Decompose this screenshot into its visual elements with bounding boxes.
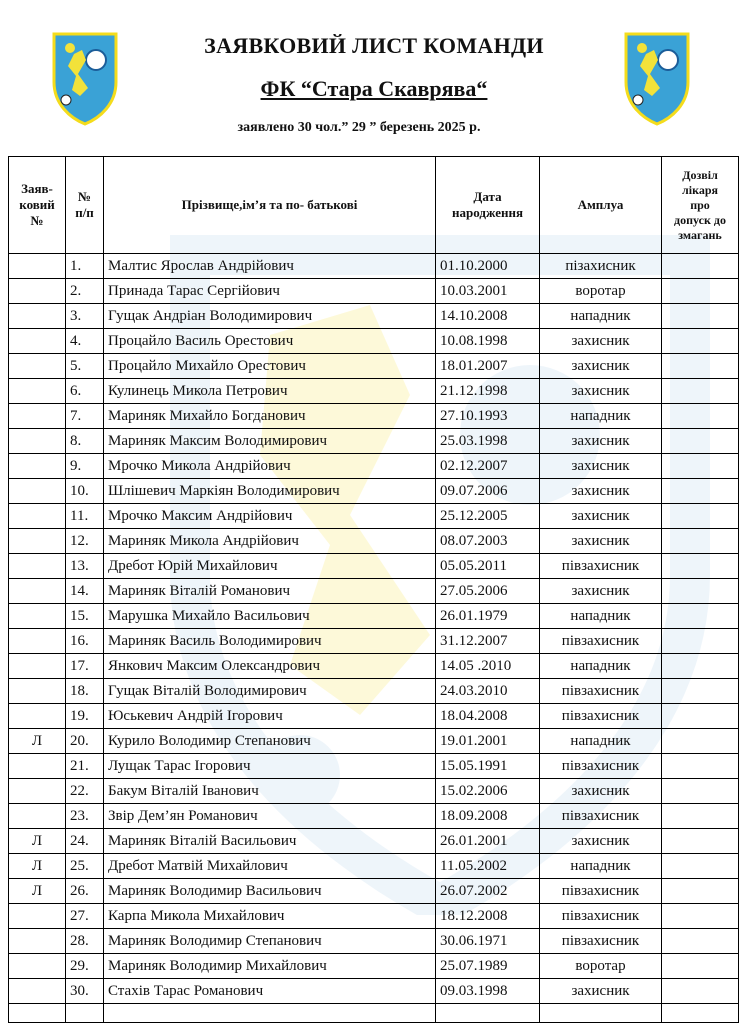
cell-application-number xyxy=(9,779,66,804)
table-row xyxy=(9,579,739,604)
cell-position: нападник xyxy=(540,304,662,329)
table-row xyxy=(9,354,739,379)
cell-doctor-permission xyxy=(662,979,739,1004)
cell-doctor-permission xyxy=(662,954,739,979)
cell-doctor-permission xyxy=(662,654,739,679)
cell-application-number xyxy=(9,404,66,429)
cell-row-number: 4. xyxy=(66,329,104,354)
cell-date-of-birth: 14.05 .2010 xyxy=(436,654,540,679)
table-row xyxy=(9,629,739,654)
cell-full-name: Гущак Андріан Володимирович xyxy=(104,304,436,329)
cell-application-number xyxy=(9,954,66,979)
cell-date-of-birth: 27.05.2006 xyxy=(436,579,540,604)
cell-full-name: Кулинець Микола Петрович xyxy=(104,379,436,404)
cell-position: півзахисник xyxy=(540,679,662,704)
cell-date-of-birth: 26.01.2001 xyxy=(436,829,540,854)
empty-row xyxy=(9,1004,739,1023)
cell-date-of-birth: 31.12.2007 xyxy=(436,629,540,654)
cell-date-of-birth: 18.01.2007 xyxy=(436,354,540,379)
cell-application-number: Л xyxy=(9,729,66,754)
cell-date-of-birth: 10.03.2001 xyxy=(436,279,540,304)
cell-full-name: Дребот Матвій Михайлович xyxy=(104,854,436,879)
cell-application-number xyxy=(9,804,66,829)
cell-doctor-permission xyxy=(662,529,739,554)
cell-application-number xyxy=(9,279,66,304)
cell-application-number xyxy=(9,304,66,329)
table-row xyxy=(9,304,739,329)
cell-position: захисник xyxy=(540,379,662,404)
cell-application-number xyxy=(9,379,66,404)
cell-full-name: Стахів Тарас Романович xyxy=(104,979,436,1004)
cell-date-of-birth: 25.07.1989 xyxy=(436,954,540,979)
cell-position: воротар xyxy=(540,279,662,304)
cell-position: півзахисник xyxy=(540,754,662,779)
table-row xyxy=(9,729,739,754)
cell-date-of-birth: 09.03.1998 xyxy=(436,979,540,1004)
cell-date-of-birth: 26.07.2002 xyxy=(436,879,540,904)
cell-position: захисник xyxy=(540,504,662,529)
cell-date-of-birth: 14.10.2008 xyxy=(436,304,540,329)
cell-position: півзахисник xyxy=(540,879,662,904)
header-doctor-permission: Дозвіл лікаря про допуск до змагань xyxy=(662,157,739,254)
cell-row-number: 18. xyxy=(66,679,104,704)
cell-row-number: 6. xyxy=(66,379,104,404)
cell-position: захисник xyxy=(540,829,662,854)
cell-full-name: Мариняк Володимир Васильович xyxy=(104,879,436,904)
cell-full-name: Мрочко Микола Андрійович xyxy=(104,454,436,479)
page-title: ЗАЯВКОВИЙ ЛИСТ КОМАНДИ xyxy=(204,33,544,58)
cell-application-number xyxy=(9,504,66,529)
cell-full-name: Процайло Василь Орестович xyxy=(104,329,436,354)
cell-doctor-permission xyxy=(662,454,739,479)
cell-row-number: 24. xyxy=(66,829,104,854)
empty-cell xyxy=(104,1004,436,1023)
cell-position: півзахисник xyxy=(540,929,662,954)
header-date-of-birth: Дата народження xyxy=(436,157,540,254)
cell-date-of-birth: 25.12.2005 xyxy=(436,504,540,529)
cell-position: нападник xyxy=(540,729,662,754)
cell-doctor-permission xyxy=(662,429,739,454)
table-row xyxy=(9,504,739,529)
table-row xyxy=(9,604,739,629)
cell-position: воротар xyxy=(540,954,662,979)
cell-position: захисник xyxy=(540,529,662,554)
cell-doctor-permission xyxy=(662,554,739,579)
header-application-number: Заяв- ковий № xyxy=(9,157,66,254)
cell-date-of-birth: 27.10.1993 xyxy=(436,404,540,429)
cell-date-of-birth: 25.03.1998 xyxy=(436,429,540,454)
cell-row-number: 3. xyxy=(66,304,104,329)
club-name: ФК “Стара Скаврява“ xyxy=(260,76,488,101)
cell-full-name: Курило Володимир Степанович xyxy=(104,729,436,754)
cell-position: півзахисник xyxy=(540,554,662,579)
cell-date-of-birth: 01.10.2000 xyxy=(436,254,540,279)
cell-row-number: 9. xyxy=(66,454,104,479)
cell-application-number xyxy=(9,604,66,629)
cell-application-number xyxy=(9,679,66,704)
cell-position: півзахисник xyxy=(540,704,662,729)
cell-full-name: Мариняк Микола Андрійович xyxy=(104,529,436,554)
table-row xyxy=(9,454,739,479)
cell-full-name: Юськевич Андрій Ігорович xyxy=(104,704,436,729)
table-row xyxy=(9,929,739,954)
cell-doctor-permission xyxy=(662,254,739,279)
cell-doctor-permission xyxy=(662,279,739,304)
cell-date-of-birth: 11.05.2002 xyxy=(436,854,540,879)
cell-row-number: 17. xyxy=(66,654,104,679)
cell-application-number xyxy=(9,629,66,654)
cell-doctor-permission xyxy=(662,854,739,879)
cell-position: півзахисник xyxy=(540,804,662,829)
cell-doctor-permission xyxy=(662,504,739,529)
cell-application-number xyxy=(9,704,66,729)
empty-cell xyxy=(9,1004,66,1023)
cell-doctor-permission xyxy=(662,329,739,354)
cell-doctor-permission xyxy=(662,779,739,804)
cell-full-name: Янкович Максим Олександрович xyxy=(104,654,436,679)
table-row xyxy=(9,654,739,679)
cell-doctor-permission xyxy=(662,629,739,654)
cell-position: захисник xyxy=(540,329,662,354)
cell-position: захисник xyxy=(540,779,662,804)
cell-application-number xyxy=(9,254,66,279)
cell-position: захисник xyxy=(540,354,662,379)
cell-full-name: Мариняк Володимир Михайлович xyxy=(104,954,436,979)
cell-doctor-permission xyxy=(662,929,739,954)
cell-date-of-birth: 05.05.2011 xyxy=(436,554,540,579)
table-row xyxy=(9,854,739,879)
cell-position: нападник xyxy=(540,604,662,629)
cell-doctor-permission xyxy=(662,604,739,629)
cell-full-name: Мариняк Михайло Богданович xyxy=(104,404,436,429)
empty-cell xyxy=(66,1004,104,1023)
cell-full-name: Мрочко Максим Андрійович xyxy=(104,504,436,529)
cell-application-number xyxy=(9,979,66,1004)
cell-doctor-permission xyxy=(662,304,739,329)
cell-date-of-birth: 15.05.1991 xyxy=(436,754,540,779)
cell-application-number xyxy=(9,654,66,679)
cell-position: захисник xyxy=(540,979,662,1004)
cell-full-name: Шлішевич Маркіян Володимирович xyxy=(104,479,436,504)
cell-doctor-permission xyxy=(662,479,739,504)
cell-position: нападник xyxy=(540,654,662,679)
cell-full-name: Лущак Тарас Ігорович xyxy=(104,754,436,779)
table-row xyxy=(9,404,739,429)
cell-position: нападник xyxy=(540,854,662,879)
empty-cell xyxy=(436,1004,540,1023)
cell-date-of-birth: 02.12.2007 xyxy=(436,454,540,479)
cell-row-number: 20. xyxy=(66,729,104,754)
table-row xyxy=(9,254,739,279)
cell-full-name: Процайло Михайло Орестович xyxy=(104,354,436,379)
cell-doctor-permission xyxy=(662,379,739,404)
cell-row-number: 21. xyxy=(66,754,104,779)
cell-row-number: 16. xyxy=(66,629,104,654)
cell-full-name: Гущак Віталій Володимирович xyxy=(104,679,436,704)
cell-date-of-birth: 26.01.1979 xyxy=(436,604,540,629)
cell-doctor-permission xyxy=(662,879,739,904)
cell-doctor-permission xyxy=(662,829,739,854)
table-row xyxy=(9,279,739,304)
cell-date-of-birth: 21.12.1998 xyxy=(436,379,540,404)
cell-application-number xyxy=(9,354,66,379)
cell-date-of-birth: 19.01.2001 xyxy=(436,729,540,754)
cell-row-number: 22. xyxy=(66,779,104,804)
table-row xyxy=(9,479,739,504)
table-header-row xyxy=(9,157,739,254)
cell-doctor-permission xyxy=(662,704,739,729)
cell-application-number xyxy=(9,754,66,779)
cell-full-name: Мариняк Віталій Романович xyxy=(104,579,436,604)
table-row xyxy=(9,529,739,554)
cell-date-of-birth: 30.06.1971 xyxy=(436,929,540,954)
cell-row-number: 10. xyxy=(66,479,104,504)
roster-table xyxy=(8,156,739,1023)
header-position: Амплуа xyxy=(540,157,662,254)
cell-row-number: 13. xyxy=(66,554,104,579)
cell-doctor-permission xyxy=(662,804,739,829)
cell-position: нападник xyxy=(540,404,662,429)
table-row xyxy=(9,979,739,1004)
cell-row-number: 12. xyxy=(66,529,104,554)
table-row xyxy=(9,429,739,454)
cell-row-number: 25. xyxy=(66,854,104,879)
cell-application-number: Л xyxy=(9,854,66,879)
cell-full-name: Принада Тарас Сергійович xyxy=(104,279,436,304)
cell-full-name: Дребот Юрій Михайлович xyxy=(104,554,436,579)
cell-application-number xyxy=(9,904,66,929)
cell-full-name: Бакум Віталій Іванович xyxy=(104,779,436,804)
cell-doctor-permission xyxy=(662,679,739,704)
cell-position: пізахисник xyxy=(540,254,662,279)
table-row xyxy=(9,329,739,354)
table-row xyxy=(9,954,739,979)
cell-row-number: 29. xyxy=(66,954,104,979)
header-row-number: № п/п xyxy=(66,157,104,254)
cell-row-number: 30. xyxy=(66,979,104,1004)
empty-cell xyxy=(662,1004,739,1023)
cell-row-number: 23. xyxy=(66,804,104,829)
cell-application-number xyxy=(9,529,66,554)
cell-full-name: Мариняк Максим Володимирович xyxy=(104,429,436,454)
table-row xyxy=(9,779,739,804)
table-row xyxy=(9,554,739,579)
declared-line: заявлено 30 чол.” 29 ” березень 2025 р. xyxy=(237,120,481,135)
cell-full-name: Карпа Микола Михайлович xyxy=(104,904,436,929)
table-row xyxy=(9,879,739,904)
cell-doctor-permission xyxy=(662,404,739,429)
cell-full-name: Малтис Ярослав Андрійович xyxy=(104,254,436,279)
empty-cell xyxy=(540,1004,662,1023)
cell-date-of-birth: 18.09.2008 xyxy=(436,804,540,829)
header-full-name: Прізвище,ім’я та по- батькові xyxy=(104,157,436,254)
cell-row-number: 28. xyxy=(66,929,104,954)
cell-position: захисник xyxy=(540,479,662,504)
cell-row-number: 14. xyxy=(66,579,104,604)
cell-full-name: Мариняк Віталій Васильович xyxy=(104,829,436,854)
cell-row-number: 15. xyxy=(66,604,104,629)
cell-application-number xyxy=(9,579,66,604)
table-row xyxy=(9,904,739,929)
cell-row-number: 19. xyxy=(66,704,104,729)
cell-doctor-permission xyxy=(662,354,739,379)
cell-full-name: Мариняк Василь Володимирович xyxy=(104,629,436,654)
cell-full-name: Мариняк Володимир Степанович xyxy=(104,929,436,954)
cell-application-number: Л xyxy=(9,829,66,854)
cell-application-number xyxy=(9,429,66,454)
table-row xyxy=(9,379,739,404)
cell-application-number xyxy=(9,929,66,954)
cell-date-of-birth: 15.02.2006 xyxy=(436,779,540,804)
table-row xyxy=(9,754,739,779)
cell-application-number xyxy=(9,479,66,504)
cell-row-number: 11. xyxy=(66,504,104,529)
cell-doctor-permission xyxy=(662,729,739,754)
table-row xyxy=(9,829,739,854)
cell-application-number xyxy=(9,329,66,354)
cell-row-number: 7. xyxy=(66,404,104,429)
cell-position: захисник xyxy=(540,454,662,479)
cell-date-of-birth: 08.07.2003 xyxy=(436,529,540,554)
cell-position: захисник xyxy=(540,429,662,454)
table-row xyxy=(9,804,739,829)
cell-position: захисник xyxy=(540,579,662,604)
cell-date-of-birth: 18.04.2008 xyxy=(436,704,540,729)
cell-row-number: 5. xyxy=(66,354,104,379)
cell-date-of-birth: 24.03.2010 xyxy=(436,679,540,704)
cell-doctor-permission xyxy=(662,754,739,779)
roster-body xyxy=(9,254,739,1023)
cell-full-name: Марушка Михайло Васильович xyxy=(104,604,436,629)
cell-doctor-permission xyxy=(662,904,739,929)
cell-application-number: Л xyxy=(9,879,66,904)
cell-row-number: 2. xyxy=(66,279,104,304)
cell-full-name: Звір Дем’ян Романович xyxy=(104,804,436,829)
cell-date-of-birth: 09.07.2006 xyxy=(436,479,540,504)
cell-doctor-permission xyxy=(662,579,739,604)
table-row xyxy=(9,704,739,729)
table-row xyxy=(9,679,739,704)
cell-application-number xyxy=(9,554,66,579)
cell-row-number: 8. xyxy=(66,429,104,454)
cell-position: півзахисник xyxy=(540,904,662,929)
cell-row-number: 1. xyxy=(66,254,104,279)
cell-position: півзахисник xyxy=(540,629,662,654)
cell-row-number: 27. xyxy=(66,904,104,929)
cell-application-number xyxy=(9,454,66,479)
cell-row-number: 26. xyxy=(66,879,104,904)
cell-date-of-birth: 18.12.2008 xyxy=(436,904,540,929)
cell-date-of-birth: 10.08.1998 xyxy=(436,329,540,354)
